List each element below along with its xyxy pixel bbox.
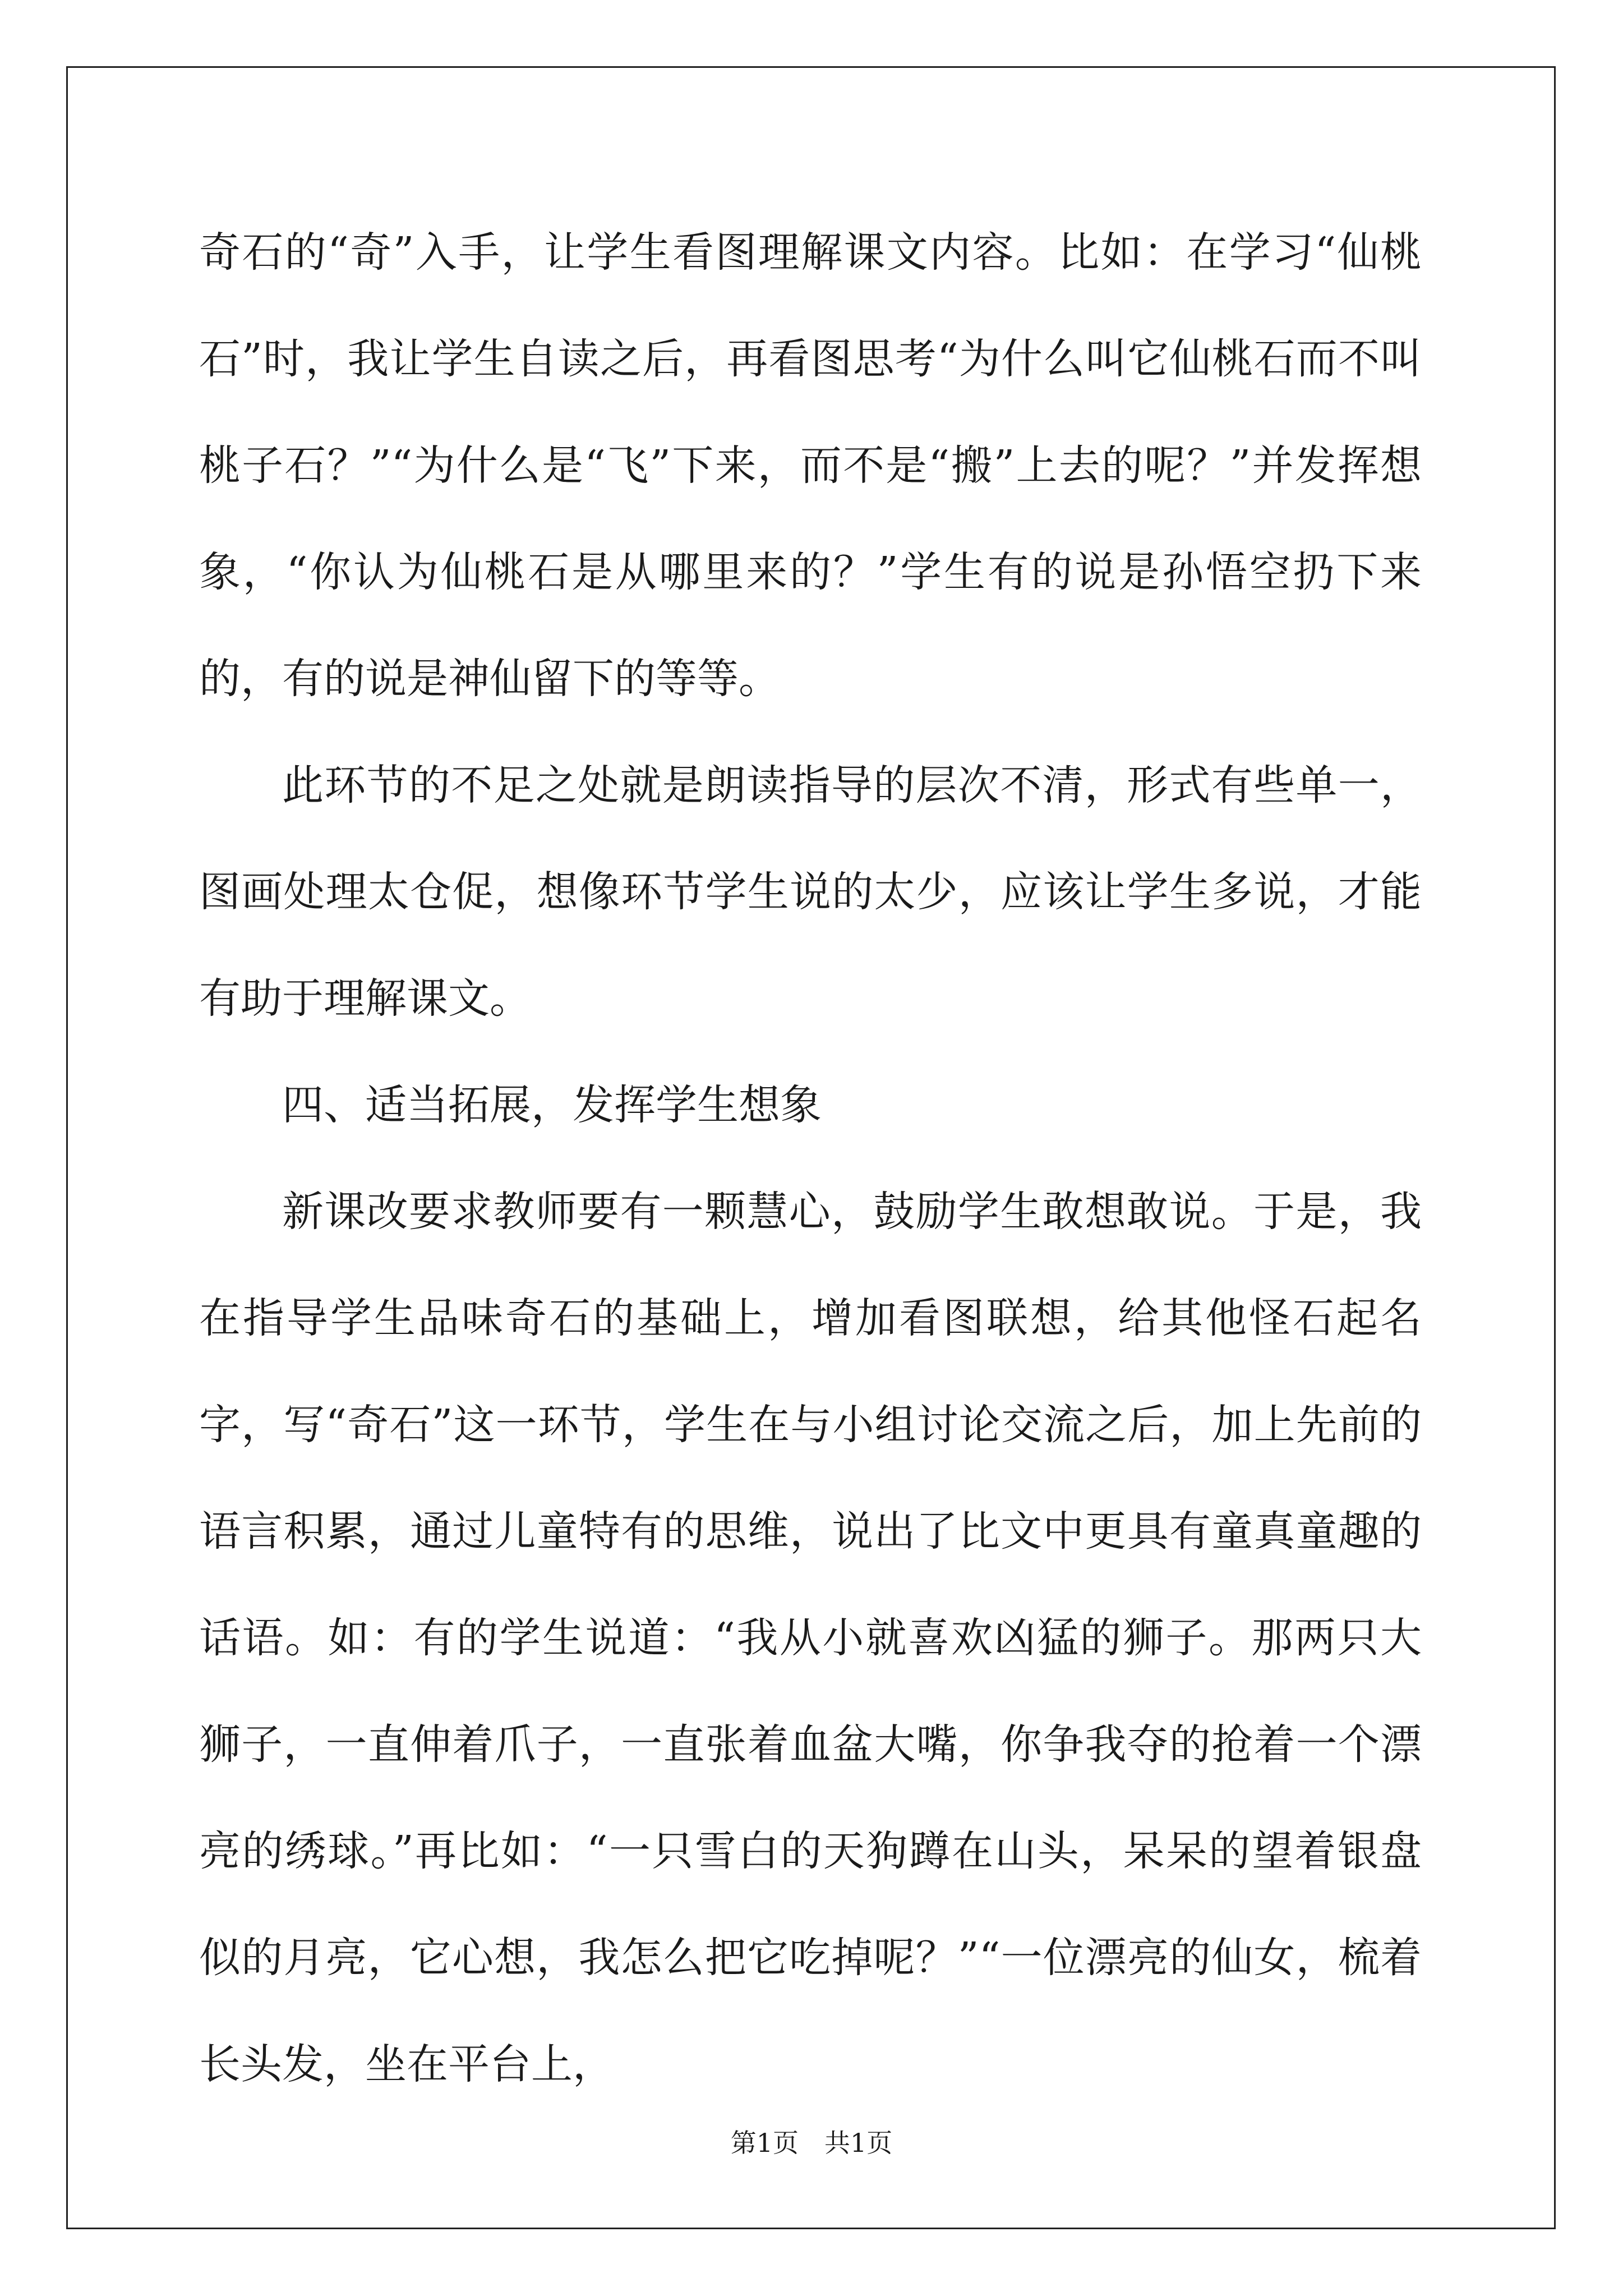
paragraph-continuation: 奇石的“奇”入手，让学生看图理解课文内容。比如：在学习“仙桃石”时，我让学生自读之后，再看图思考“为什么叫它仙桃石而不叫桃子石？”“为什么是“飞”下来，而不是“搬”上去的呢？”并发挥想象，“你认为仙桃石是从哪里来的？”学生有的说是孙悟空扔下来的，有的说是神仙留下的等等。 bbox=[199, 228, 1422, 703]
paragraph-reflection: 此环节的不足之处就是朗读指导的层次不清，形式有些单一，图画处理太仓促，想像环节学生说的太少，应该让学生多说，才能有助于理解课文。 bbox=[199, 761, 1422, 1023]
document-body bbox=[199, 199, 1422, 2118]
page-number-footer: 第1页 共1页 bbox=[730, 2128, 893, 2158]
paragraph-extension: 新课改要求教师要有一颗慧心，鼓励学生敢想敢说。于是，我在指导学生品味奇石的基础上，增加看图联想，给其他怪石起名字，写“奇石”这一环节，学生在与小组讨论交流之后，加上先前的语言积累，通过儿童特有的思维，说出了比文中更具有童真童趣的话语。如：有的学生说道：“我从小就喜欢凶猛的狮子。那两只大狮子，一直伸着爪子，一直张着血盆大嘴，你争我夺的抢着一个漂亮的绣球。”再比如：“一只雪白的天狗蹲在山头，呆呆的望着银盘似的月亮，它心想，我怎么把它吃掉呢？”“一位漂亮的仙女，梳着长头发，坐在平台上， bbox=[199, 1188, 1422, 2088]
section-heading: 四、适当拓展，发挥学生想象 bbox=[282, 1081, 822, 1129]
